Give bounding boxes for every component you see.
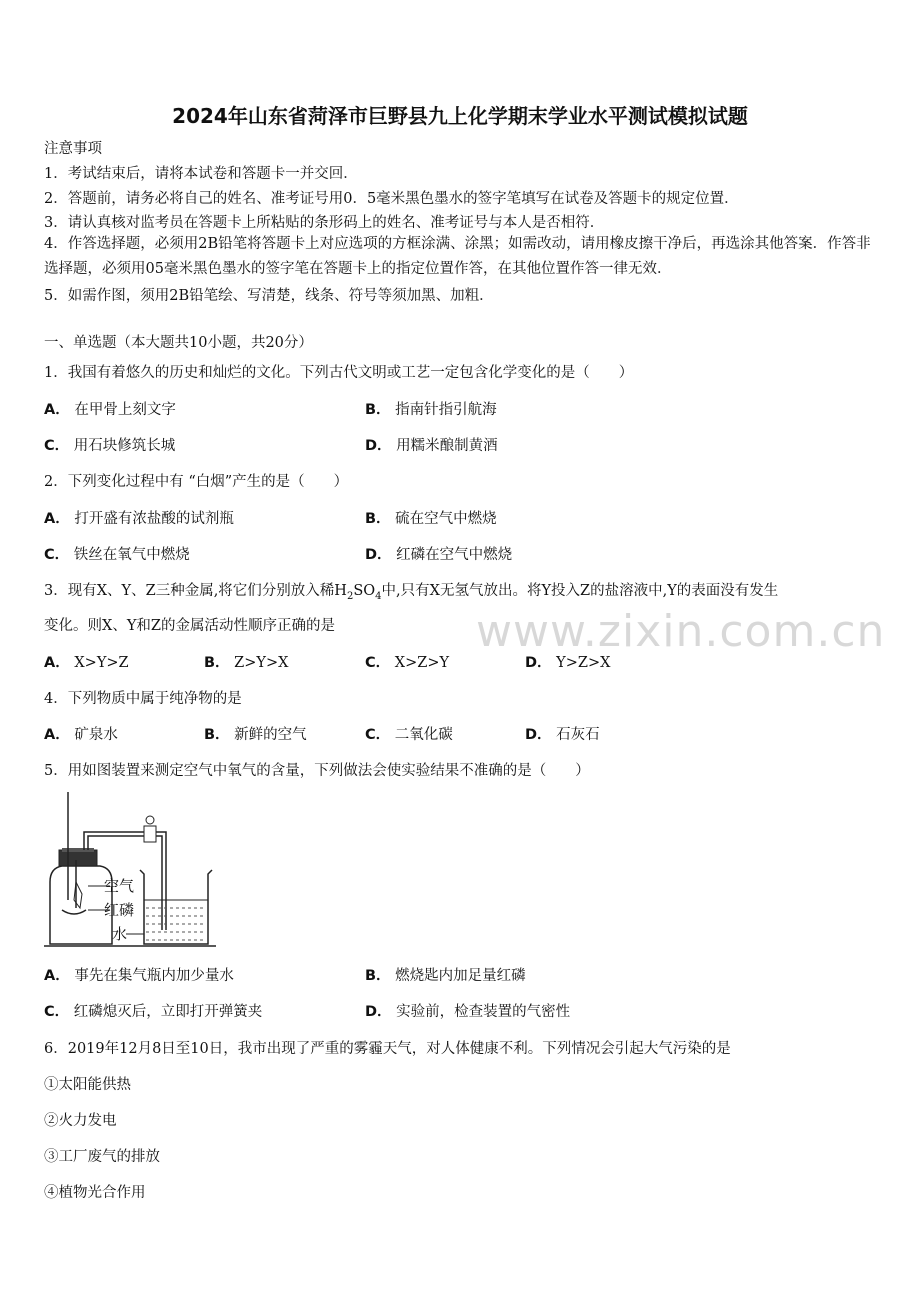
- section-heading: 一、单选题（本大题共10小题，共20分）: [44, 335, 313, 351]
- option-text: 用石块修筑长城: [73, 438, 176, 454]
- note-item-3: 3．请认真核对监考员在答题卡上所粘贴的条形码上的姓名、准考证号与本人是否相符．: [44, 215, 605, 231]
- option-text: 事先在集气瓶内加少量水: [74, 968, 234, 984]
- option-letter: D．: [365, 1004, 392, 1020]
- q2-option-a: [44, 507, 234, 528]
- question-6-stem: 6．2019年12月8日至10日，我市出现了严重的雾霾天气，对人体健康不利。下列情况会引起大气污染的是: [44, 1041, 731, 1057]
- q2-option-c: [44, 543, 190, 564]
- q4-option-b: [204, 723, 307, 744]
- q3-option-c: [365, 651, 449, 672]
- stem-part: SO: [353, 583, 376, 599]
- option-text: 燃烧匙内加足量红磷: [395, 968, 526, 984]
- q6-item-4: ④植物光合作用: [44, 1185, 146, 1201]
- option-letter: C．: [44, 547, 70, 563]
- oxygen-measurement-apparatus: [40, 790, 220, 950]
- option-text: 在甲骨上刻文字: [74, 402, 176, 418]
- option-letter: C．: [365, 727, 391, 743]
- watermark: www.zixin.com.cn: [476, 606, 886, 657]
- option-letter: C．: [44, 438, 70, 454]
- option-text: 实验前，检查装置的气密性: [396, 1004, 571, 1020]
- q1-option-a: [44, 398, 176, 419]
- option-letter: C．: [365, 655, 391, 671]
- option-text: X>Z>Y: [394, 655, 450, 671]
- option-letter: B．: [204, 655, 230, 671]
- option-text: 新鲜的空气: [234, 727, 307, 743]
- q3-option-a: [44, 651, 129, 672]
- question-3-stem-cont: 变化。则X、Y和Z的金属活动性顺序正确的是: [44, 618, 335, 634]
- q5-option-c: [44, 1000, 262, 1021]
- question-3-stem: [44, 579, 778, 602]
- option-text: 石灰石: [556, 727, 600, 743]
- q1-option-d: [365, 434, 498, 455]
- note-item-4: 4．作答选择题，必须用2B铅笔将答题卡上对应选项的方框涂满、涂黑；如需改动，请用橡皮擦干净后，再选涂其他答案．作答非选择题，必须用05毫米黑色墨水的签字笔在答题卡上的指定位置作答，在其他位置作答一律无效．: [44, 236, 871, 277]
- option-letter: D．: [365, 547, 392, 563]
- q5-option-a: [44, 964, 234, 985]
- q6-item-2: ②火力发电: [44, 1113, 117, 1129]
- note-item-2: 2．答题前，请务必将自己的姓名、准考证号用0．5毫米黑色墨水的签字笔填写在试卷及答题卡的规定位置．: [44, 191, 739, 207]
- q5-option-b: [365, 964, 526, 985]
- option-letter: D．: [365, 438, 392, 454]
- option-text: Y>Z>X: [556, 655, 611, 671]
- figure-label-air: 空气: [104, 877, 135, 895]
- page-title: 2024年山东省菏泽市巨野县九上化学期末学业水平测试模拟试题: [172, 104, 748, 128]
- option-text: 矿泉水: [74, 727, 118, 743]
- question-2-stem: 2．下列变化过程中有 “白烟”产生的是（ ）: [44, 474, 349, 490]
- q6-item-3: ③工厂废气的排放: [44, 1149, 160, 1165]
- q1-option-b: [365, 398, 497, 419]
- option-letter: D．: [525, 727, 552, 743]
- note-item-5: 5．如需作图，须用2B铅笔绘、写清楚，线条、符号等须加黑、加粗．: [44, 288, 494, 304]
- question-5-stem: 5．用如图装置来测定空气中氧气的含量，下列做法会使实验结果不准确的是（ ）: [44, 763, 590, 779]
- option-text: X>Y>Z: [74, 655, 129, 671]
- option-letter: B．: [365, 968, 391, 984]
- option-letter: A．: [44, 511, 70, 527]
- question-4-stem: 4．下列物质中属于纯净物的是: [44, 691, 242, 707]
- option-text: 铁丝在氧气中燃烧: [73, 547, 190, 563]
- option-letter: A．: [44, 402, 70, 418]
- q2-option-d: [365, 543, 512, 564]
- q4-option-d: [525, 723, 600, 744]
- option-letter: C．: [44, 1004, 70, 1020]
- q5-option-d: [365, 1000, 570, 1021]
- figure-label-water: 水: [112, 925, 128, 943]
- option-text: 打开盛有浓盐酸的试剂瓶: [74, 511, 234, 527]
- option-text: 用糯米酿制黄酒: [396, 438, 498, 454]
- subscript: 4: [375, 590, 382, 602]
- q4-option-a: [44, 723, 118, 744]
- stem-part: 3．现有X、Y、Z三种金属,将它们分别放入稀H: [44, 583, 347, 599]
- option-text: 硫在空气中燃烧: [395, 511, 497, 527]
- option-text: Z>Y>X: [234, 655, 289, 671]
- option-letter: D．: [525, 655, 552, 671]
- notes-heading: 注意事项: [44, 141, 102, 157]
- option-text: 指南针指引航海: [395, 402, 497, 418]
- option-text: 红磷熄灭后，立即打开弹簧夹: [73, 1004, 263, 1020]
- option-letter: B．: [365, 402, 391, 418]
- option-text: 红磷在空气中燃烧: [396, 547, 513, 563]
- q2-option-b: [365, 507, 497, 528]
- q6-item-1: ①太阳能供热: [44, 1077, 131, 1093]
- subscript: 2: [346, 590, 354, 602]
- option-letter: A．: [44, 968, 70, 984]
- option-letter: B．: [204, 727, 230, 743]
- q4-option-c: [365, 723, 453, 744]
- q3-option-b: [204, 651, 288, 672]
- question-1-stem: 1．我国有着悠久的历史和灿烂的文化。下列古代文明或工艺一定包含化学变化的是（ ）: [44, 365, 634, 381]
- option-letter: A．: [44, 655, 70, 671]
- option-letter: B．: [365, 511, 391, 527]
- q1-option-c: [44, 434, 175, 455]
- option-text: 二氧化碳: [394, 727, 453, 743]
- option-letter: A．: [44, 727, 70, 743]
- stem-part: 中,只有X无氢气放出。将Y投入Z的盐溶液中,Y的表面没有发生: [381, 583, 779, 599]
- note-item-1: 1．考试结束后，请将本试卷和答题卡一并交回．: [44, 166, 358, 182]
- figure-label-red-phosphorus: 红磷: [104, 901, 135, 919]
